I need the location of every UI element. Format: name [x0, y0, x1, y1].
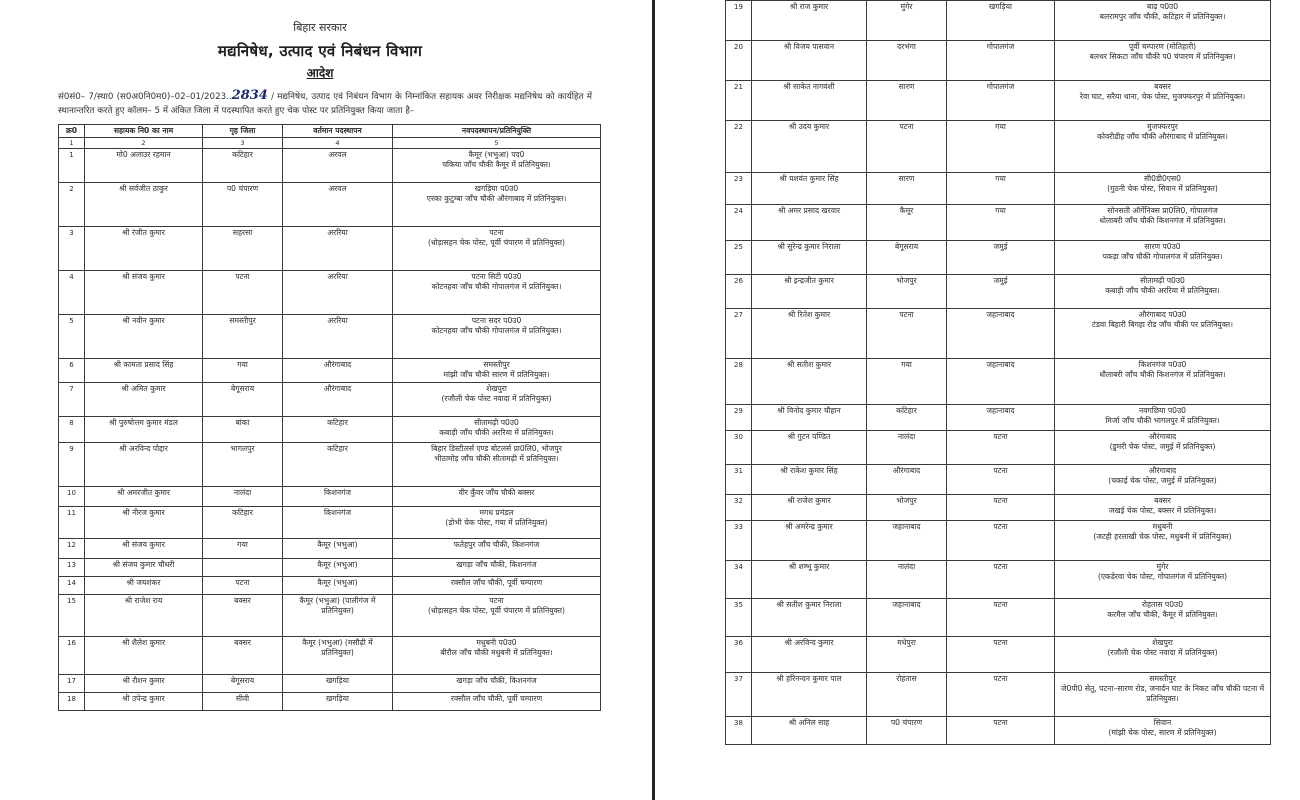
table-row — [726, 309, 1271, 359]
officer-name-cell: श्री नीरज कुमार — [85, 507, 203, 539]
officer-name-cell: श्री नवीन कुमार — [85, 315, 203, 359]
officer-name-cell: श्री सतीश कुमार निराला — [752, 599, 867, 637]
table-row — [726, 637, 1271, 673]
home-district-cell — [203, 559, 283, 577]
serial-number-cell: 38 — [726, 717, 752, 745]
table-row — [59, 443, 601, 487]
table-row — [726, 359, 1271, 405]
home-district-cell: बेगूसराय — [203, 383, 283, 417]
new-posting-cell: मगध प्रमंडल (डोभी चेक पोस्ट, गया में प्रतिनियुक्त) — [393, 507, 601, 539]
new-posting-cell: मुजफ्फरपुर कोवरीडीह जाँच चौकी औरंगाबाद में प्रतिनियुक्त। — [1055, 121, 1271, 173]
officer-name-cell: श्री उपेन्द्र कुमार — [85, 693, 203, 711]
new-posting-cell: बिहार डिस्टीलर्स एण्ड बोटलर्स प्रा0लि0, भोजपुर भीठामोड़ जाँच चौकी सीतामढ़ी में प्रतिनियुक्त। — [393, 443, 601, 487]
serial-number-cell: 14 — [59, 577, 85, 595]
table-row — [59, 383, 601, 417]
new-posting-cell: बक्सर रेवा घाट, सरैया थाना, चेक पोस्ट, मुजफ्फरपुर में प्रतिनियुक्त। — [1055, 81, 1271, 121]
current-posting-cell: पटना — [947, 495, 1055, 521]
table-row — [726, 121, 1271, 173]
right-table-body — [726, 1, 1271, 745]
serial-number-cell: 5 — [59, 315, 85, 359]
serial-number-cell: 2 — [59, 183, 85, 227]
home-district-cell: दरभंगा — [867, 41, 947, 81]
serial-number-cell: 8 — [59, 417, 85, 443]
officer-name-cell: श्री संजय कुमार — [85, 271, 203, 315]
serial-number-cell: 31 — [726, 465, 752, 495]
new-posting-cell: कैमूर (भभुआ) पद0 चकिया जाँच चौकी कैमूर में प्रतिनियुक्त। — [393, 149, 601, 183]
new-posting-cell: बक्सर जखई चेक पोस्ट, बक्सर में प्रतिनियुक्त। — [1055, 495, 1271, 521]
home-district-cell: बांका — [203, 417, 283, 443]
officer-name-cell: श्री साकेत नागवंशी — [752, 81, 867, 121]
new-posting-cell: किशनगंज प0उ0 धौलाबरी जाँच चौकी किशनगंज में प्रतिनियुक्त। — [1055, 359, 1271, 405]
current-posting-cell: किशनगंज — [283, 507, 393, 539]
table-row — [726, 275, 1271, 309]
document-page-right — [725, 0, 1270, 770]
serial-number-cell: 21 — [726, 81, 752, 121]
serial-number-cell: 19 — [726, 1, 752, 41]
serial-number-cell: 37 — [726, 673, 752, 717]
new-posting-cell: समस्तीपुर जे0पी0 सेतु, पटना–सारण रोड, जनार्दन घाट के निकट जाँच चौकी पटना में प्रतिनियुक्त। — [1055, 673, 1271, 717]
table-row — [726, 1, 1271, 41]
table-row — [59, 507, 601, 539]
current-posting-cell: अररिया — [283, 227, 393, 271]
current-posting-cell: अररिया — [283, 271, 393, 315]
col-number: 2 — [85, 138, 203, 149]
current-posting-cell: गया — [947, 121, 1055, 173]
table-row — [726, 405, 1271, 431]
serial-number-cell: 11 — [59, 507, 85, 539]
new-posting-cell: शेखपुरा (रजौली चेक पोस्ट नवादा में प्रतिनियुक्त) — [1055, 637, 1271, 673]
table-row — [59, 149, 601, 183]
order-title: आदेश — [306, 66, 334, 80]
current-posting-cell: पटना — [947, 717, 1055, 745]
new-posting-cell: पूर्वी चम्पारण (मोतिहारी) बलथर सिकटा जाँच चौकी प0 चंपारण में प्रतिनियुक्त। — [1055, 41, 1271, 81]
document-page-left — [40, 0, 600, 760]
home-district-cell: कटिहार — [867, 405, 947, 431]
officer-name-cell: श्री रंजीत कुमार — [85, 227, 203, 271]
table-row — [59, 675, 601, 693]
current-posting-cell: किशनगंज — [283, 487, 393, 507]
current-posting-cell: गया — [947, 173, 1055, 205]
serial-number-cell: 16 — [59, 637, 85, 675]
officer-name-cell: श्री राज कुमार — [752, 1, 867, 41]
table-row — [59, 693, 601, 711]
new-posting-cell: सीतामढ़ी प0उ0 कबाड़ी जाँच चौकी अररिया में प्रतिनियुक्त। — [1055, 275, 1271, 309]
current-posting-cell: पटना — [947, 521, 1055, 561]
table-row — [59, 271, 601, 315]
home-district-cell: नालंदा — [867, 431, 947, 465]
serial-number-cell: 35 — [726, 599, 752, 637]
col-header-home: गृह जिला — [203, 125, 283, 138]
current-posting-cell: जहानाबाद — [947, 309, 1055, 359]
current-posting-cell: कैमूर (भभुआ) — [283, 539, 393, 559]
table-row — [726, 173, 1271, 205]
serial-number-cell: 29 — [726, 405, 752, 431]
col-number: 1 — [59, 138, 85, 149]
serial-number-cell: 34 — [726, 561, 752, 599]
current-posting-cell: औरंगाबाद — [283, 359, 393, 383]
current-posting-cell: कैमूर (भभुआ) (पालीगंज में प्रतिनियुक्त) — [283, 595, 393, 637]
table-row — [59, 559, 601, 577]
transfer-table-left — [58, 124, 601, 711]
new-posting-cell: पटना सिटी प0उ0 कोटनहवा जाँच चौकी गोपालगंज में प्रतिनियुक्त। — [393, 271, 601, 315]
current-posting-cell: अररिया — [283, 315, 393, 359]
new-posting-cell: सारण प0उ0 पकड़ा जाँच चौकी गोपालगंज में प्रतिनियुक्त। — [1055, 241, 1271, 275]
new-posting-cell: सीतामढ़ी प0उ0 कबाड़ी जाँच चौकी अररिया में प्रतिनियुक्त। — [393, 417, 601, 443]
transfer-table-right — [725, 0, 1271, 745]
table-row — [726, 241, 1271, 275]
home-district-cell: बक्सर — [203, 595, 283, 637]
serial-number-cell: 28 — [726, 359, 752, 405]
serial-number-cell: 17 — [59, 675, 85, 693]
home-district-cell: मधेपुरा — [867, 637, 947, 673]
home-district-cell: पटना — [867, 309, 947, 359]
table-row — [59, 315, 601, 359]
serial-number-cell: 1 — [59, 149, 85, 183]
table-row — [59, 359, 601, 383]
current-posting-cell: जमुई — [947, 275, 1055, 309]
home-district-cell: गया — [203, 539, 283, 559]
officer-name-cell: श्री जयशंकर — [85, 577, 203, 595]
current-posting-cell: अरवल — [283, 149, 393, 183]
serial-number-cell: 4 — [59, 271, 85, 315]
officer-name-cell: श्री संजय कुमार चौधरी — [85, 559, 203, 577]
current-posting-cell: पटना — [947, 465, 1055, 495]
table-row — [726, 599, 1271, 637]
home-district-cell: भोजपुर — [867, 275, 947, 309]
serial-number-cell: 18 — [59, 693, 85, 711]
serial-number-cell: 32 — [726, 495, 752, 521]
officer-name-cell: श्री शैलेश कुमार — [85, 637, 203, 675]
table-row — [59, 183, 601, 227]
new-posting-cell: खगड़ा जाँच चौकी, किशनगंज — [393, 559, 601, 577]
government-heading: बिहार सरकार — [293, 21, 347, 34]
officer-name-cell: श्री राजेश कुमार — [752, 495, 867, 521]
officer-name-cell: श्री अमित कुमार — [85, 383, 203, 417]
home-district-cell: पटना — [867, 121, 947, 173]
new-posting-cell: नवगछिया प0उ0 मिर्जा जाँच चौकी भागलपुर में प्रतिनियुक्त। — [1055, 405, 1271, 431]
current-posting-cell: पटना — [947, 431, 1055, 465]
new-posting-cell: पटना (धोड़ासहन चेक पोस्ट, पूर्वी चंपारण में प्रतिनियुक्त) — [393, 227, 601, 271]
table-row — [726, 495, 1271, 521]
serial-number-cell: 26 — [726, 275, 752, 309]
home-district-cell: सारण — [867, 81, 947, 121]
serial-number-cell: 10 — [59, 487, 85, 507]
col-header-name: सहायक नि0 का नाम — [85, 125, 203, 138]
col-header-sno: क्र0 — [59, 125, 85, 138]
home-district-cell: गया — [203, 359, 283, 383]
serial-number-cell: 13 — [59, 559, 85, 577]
home-district-cell: बक्सर — [203, 637, 283, 675]
left-table-body — [59, 149, 601, 711]
home-district-cell: रोहतास — [867, 673, 947, 717]
memo-paragraph — [58, 89, 592, 118]
new-posting-cell: बाढ़ प0उ0 बलरामपुर जाँच चौकी, कटिहार में प्रतिनियुक्त। — [1055, 1, 1271, 41]
officer-name-cell: श्री सुरेन्द्र कुमार निराला — [752, 241, 867, 275]
table-row — [59, 417, 601, 443]
col-header-new: नवपदस्थापन/प्रतिनियुक्ति — [393, 125, 601, 138]
table-row — [59, 577, 601, 595]
home-district-cell: बेगूसराय — [867, 241, 947, 275]
serial-number-cell: 30 — [726, 431, 752, 465]
table-row — [726, 561, 1271, 599]
new-posting-cell: रोहतास प0उ0 करमैल जाँच चौकी, कैमूर में प्रतिनियुक्त। — [1055, 599, 1271, 637]
current-posting-cell: पटना — [947, 637, 1055, 673]
home-district-cell: भागलपुर — [203, 443, 283, 487]
current-posting-cell: पटना — [947, 561, 1055, 599]
table-header-row — [59, 125, 601, 138]
current-posting-cell: जमुई — [947, 241, 1055, 275]
serial-number-cell: 9 — [59, 443, 85, 487]
serial-number-cell: 23 — [726, 173, 752, 205]
new-posting-cell: वीर कुँवर जाँच चौकी बक्सर — [393, 487, 601, 507]
serial-number-cell: 36 — [726, 637, 752, 673]
table-row — [726, 431, 1271, 465]
table-row — [726, 41, 1271, 81]
new-posting-cell: खगड़ा जाँच चौकी, किशनगंज — [393, 675, 601, 693]
officer-name-cell: श्री रितेश कुमार — [752, 309, 867, 359]
home-district-cell: जहानाबाद — [867, 521, 947, 561]
officer-name-cell: श्री इन्द्रजीत कुमार — [752, 275, 867, 309]
serial-number-cell: 24 — [726, 205, 752, 241]
current-posting-cell: खगड़िया — [947, 1, 1055, 41]
current-posting-cell: कटिहार — [283, 417, 393, 443]
new-posting-cell: पटना (धोड़ासहन चेक पोस्ट, पूर्वी चंपारण में प्रतिनियुक्त) — [393, 595, 601, 637]
current-posting-cell: गोपालगंज — [947, 81, 1055, 121]
new-posting-cell: मुंगेर (एकडेरवा चेक पोस्ट, गोपालगंज में प्रतिनियुक्त) — [1055, 561, 1271, 599]
handwritten-memo-number: 2834 — [231, 88, 268, 103]
officer-name-cell: श्री पुरुषोत्तम कुमार मंडल — [85, 417, 203, 443]
serial-number-cell: 15 — [59, 595, 85, 637]
officer-name-cell: श्री सतीश कुमार — [752, 359, 867, 405]
serial-number-cell: 22 — [726, 121, 752, 173]
home-district-cell: पटना — [203, 271, 283, 315]
department-title: मद्यनिषेध, उत्पाद एवं निबंधन विभाग — [217, 42, 423, 60]
column-number-row — [59, 138, 601, 149]
home-district-cell: औरंगाबाद — [867, 465, 947, 495]
officer-name-cell: श्री कामता प्रसाद सिंह — [85, 359, 203, 383]
officer-name-cell: श्री अमरजीत कुमार — [85, 487, 203, 507]
home-district-cell: कटिहार — [203, 507, 283, 539]
officer-name-cell: श्री अरविन्द कुमार — [752, 637, 867, 673]
home-district-cell: पटना — [203, 577, 283, 595]
memo-reference: सं0सं0– 7/स्था0 (स0अ0नि0म0)–02–01/2023.. — [58, 92, 232, 102]
serial-number-cell: 27 — [726, 309, 752, 359]
col-header-current: वर्तमान पदस्थापन — [283, 125, 393, 138]
new-posting-cell: रक्सौल जाँच चौकी, पूर्वी चम्पारण — [393, 693, 601, 711]
home-district-cell: सहरसा — [203, 227, 283, 271]
serial-number-cell: 6 — [59, 359, 85, 383]
current-posting-cell: कैमूर (भभुआ) (मसौढ़ी में प्रतिनियुक्त) — [283, 637, 393, 675]
page-divider — [652, 0, 655, 800]
home-district-cell: समस्तीपुर — [203, 315, 283, 359]
serial-number-cell: 33 — [726, 521, 752, 561]
col-number: 3 — [203, 138, 283, 149]
officer-name-cell: श्री हरिनन्दन कुमार पाल — [752, 673, 867, 717]
officer-name-cell: मो0 अलाउर रहमान — [85, 149, 203, 183]
new-posting-cell: सिवान (मांझी चेक पोस्ट, सारण में प्रतिनियुक्त) — [1055, 717, 1271, 745]
memo-body: / मद्यनिषेध, उत्पाद एवं निबंधन विभाग के निम्नांकित सहायक अवर निरीक्षक मद्यनिषेध को कार्यहित में स्थानान्तरित करते हुए कॉलम– 5 में अंकित जिला में पदस्थापित करते हुए चेक पोस्ट पर प्रतिनियुक्त किया जाता है– — [58, 92, 592, 116]
new-posting-cell: खगड़िया प0उ0 एरका कुटुम्बा जाँच चौकी औरंगाबाद में प्रतिनियुक्त। — [393, 183, 601, 227]
current-posting-cell: पटना — [947, 599, 1055, 637]
home-district-cell: बेगूसराय — [203, 675, 283, 693]
home-district-cell: कटिहार — [203, 149, 283, 183]
col-number: 4 — [283, 138, 393, 149]
current-posting-cell: कटिहार — [283, 443, 393, 487]
officer-name-cell: श्री विजय पासवान — [752, 41, 867, 81]
current-posting-cell: जहानाबाद — [947, 405, 1055, 431]
col-number: 5 — [393, 138, 601, 149]
new-posting-cell: फतेहपुर जाँच चौकी, किशनगंज — [393, 539, 601, 559]
serial-number-cell: 25 — [726, 241, 752, 275]
current-posting-cell: गोपालगंज — [947, 41, 1055, 81]
home-district-cell: मुंगेर — [867, 1, 947, 41]
officer-name-cell: श्री विनोद कुमार चौहान — [752, 405, 867, 431]
home-district-cell: सीवी — [203, 693, 283, 711]
current-posting-cell: पटना — [947, 673, 1055, 717]
home-district-cell: नालंदा — [203, 487, 283, 507]
table-row — [59, 487, 601, 507]
current-posting-cell: गया — [947, 205, 1055, 241]
officer-name-cell: श्री राजेश राय — [85, 595, 203, 637]
new-posting-cell: मधुबनी प0उ0 बीरौल जाँच चौकी मधुबनी में प्रतिनियुक्त। — [393, 637, 601, 675]
officer-name-cell: श्री अमर प्रसाद खरवार — [752, 205, 867, 241]
new-posting-cell: मधुबनी (जटही हरलाखी चेक पोस्ट, मधुबनी में प्रतिनियुक्त) — [1055, 521, 1271, 561]
serial-number-cell: 12 — [59, 539, 85, 559]
officer-name-cell: श्री शम्भू कुमार — [752, 561, 867, 599]
new-posting-cell: पटना सदर प0उ0 कोटनहवा जाँच चौकी गोपालगंज में प्रतिनियुक्त। — [393, 315, 601, 359]
home-district-cell: प0 चंपारण — [203, 183, 283, 227]
home-district-cell: कैमूर — [867, 205, 947, 241]
current-posting-cell: औरंगाबाद — [283, 383, 393, 417]
officer-name-cell: श्री रौशन कुमार — [85, 675, 203, 693]
new-posting-cell: समस्तीपुर मांझी जाँच चौकी सारण में प्रतिनियुक्त। — [393, 359, 601, 383]
new-posting-cell: सी0डी0एस0 (गुठनी चेक पोस्ट, सिवान में प्रतिनियुक्त) — [1055, 173, 1271, 205]
table-row — [726, 673, 1271, 717]
current-posting-cell: जहानाबाद — [947, 359, 1055, 405]
new-posting-cell: औरंगाबाद प0उ0 टंडवा बिहारी बिगहा रोड जाँच चौकी पर प्रतिनियुक्त। — [1055, 309, 1271, 359]
current-posting-cell: खगड़िया — [283, 693, 393, 711]
officer-name-cell: श्री गुटन पण्डित — [752, 431, 867, 465]
new-posting-cell: रक्सौल जाँच चौकी, पूर्वी चम्पारण — [393, 577, 601, 595]
home-district-cell: प0 चंपारण — [867, 717, 947, 745]
home-district-cell: जहानाबाद — [867, 599, 947, 637]
table-row — [59, 637, 601, 675]
serial-number-cell: 3 — [59, 227, 85, 271]
officer-name-cell: श्री अमरेन्द्र कुमार — [752, 521, 867, 561]
home-district-cell: नालंदा — [867, 561, 947, 599]
new-posting-cell: औरंगाबाद (चकाई चेक पोस्ट, जमुई में प्रतिनियुक्त) — [1055, 465, 1271, 495]
officer-name-cell: श्री अनिल साह — [752, 717, 867, 745]
table-row — [726, 521, 1271, 561]
table-row — [59, 595, 601, 637]
current-posting-cell: कैमूर (भभुआ) — [283, 559, 393, 577]
home-district-cell: भोजपुर — [867, 495, 947, 521]
table-row — [59, 539, 601, 559]
officer-name-cell: श्री उदय कुमार — [752, 121, 867, 173]
officer-name-cell: श्री अरविन्द पोद्दार — [85, 443, 203, 487]
table-row — [726, 81, 1271, 121]
new-posting-cell: सोनसती ऑर्गेनिक्स प्रा0लि0, गोपालगंज धोलाबरी जाँच चौकी किशनगंज में प्रतिनियुक्त। — [1055, 205, 1271, 241]
table-row — [59, 227, 601, 271]
officer-name-cell: श्री संजय कुमार — [85, 539, 203, 559]
new-posting-cell: शेखपुरा (रजौली चेक पोस्ट नवादा में प्रतिनियुक्त) — [393, 383, 601, 417]
new-posting-cell: औरंगाबाद (डुमरी चेक पोस्ट, जमुई में प्रतिनियुक्त) — [1055, 431, 1271, 465]
serial-number-cell: 20 — [726, 41, 752, 81]
current-posting-cell: कैमूर (भभुआ) — [283, 577, 393, 595]
table-row — [726, 205, 1271, 241]
home-district-cell: गया — [867, 359, 947, 405]
officer-name-cell: श्री राकेश कुमार सिंह — [752, 465, 867, 495]
serial-number-cell: 7 — [59, 383, 85, 417]
table-row — [726, 717, 1271, 745]
officer-name-cell: श्री सर्वजीत ठाकुर — [85, 183, 203, 227]
current-posting-cell: अरवल — [283, 183, 393, 227]
officer-name-cell: श्री यशवंत कुमार सिंह — [752, 173, 867, 205]
current-posting-cell: खगड़िया — [283, 675, 393, 693]
home-district-cell: सारण — [867, 173, 947, 205]
table-row — [726, 465, 1271, 495]
